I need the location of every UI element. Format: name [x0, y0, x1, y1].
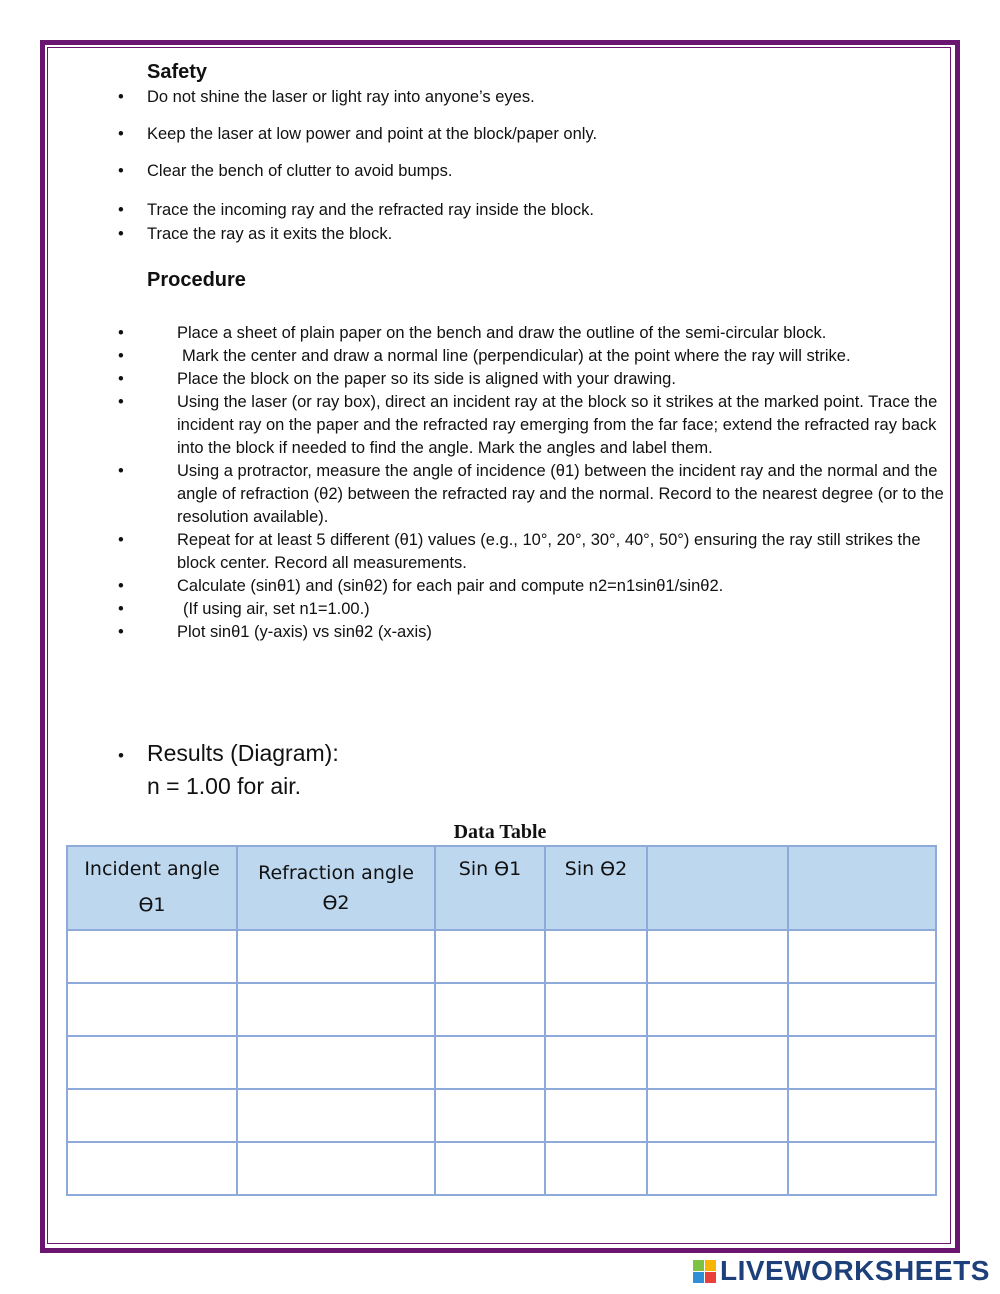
answer-input[interactable] — [789, 984, 935, 1035]
table-row — [67, 983, 936, 1036]
safety-item-text: Trace the incoming ray and the refracted ray inside the block. — [147, 201, 594, 219]
answer-input[interactable] — [68, 931, 236, 982]
table-cell — [788, 1036, 936, 1089]
answer-input[interactable] — [436, 931, 544, 982]
answer-input[interactable] — [238, 1090, 434, 1141]
results-heading: Results (Diagram): — [147, 740, 339, 766]
safety-item-text: Keep the laser at low power and point at the block/paper only. — [147, 125, 598, 143]
safety-item-text: Clear the bench of clutter to avoid bumps. — [147, 162, 453, 180]
procedure-step: • Repeat for at least 5 different (θ1) values (e.g., 10°, 20°, 30°, 40°, 50°) ensuring the ray still strikes the block center. Record all measurements. — [118, 529, 948, 575]
table-header-row — [67, 846, 936, 930]
answer-input[interactable] — [648, 931, 787, 982]
header-text: Sin ϴ1 — [458, 858, 522, 880]
safety-item-text: Do not shine the laser or light ray into anyone’s eyes. — [147, 88, 535, 106]
table-cell — [435, 983, 545, 1036]
table-cell — [545, 1142, 647, 1195]
safety-heading: Safety — [147, 61, 208, 83]
table-row — [67, 1036, 936, 1089]
header-sin-theta1 — [435, 846, 545, 930]
table-cell — [647, 1089, 788, 1142]
answer-input[interactable] — [546, 1090, 646, 1141]
table-cell — [435, 1089, 545, 1142]
header-text: Refraction angle — [258, 862, 414, 884]
answer-input[interactable] — [68, 1143, 236, 1194]
table-cell — [545, 983, 647, 1036]
answer-input[interactable] — [546, 1143, 646, 1194]
step-text: Place the block on the paper so its side is aligned with your drawing. — [177, 370, 676, 388]
header-text: Incident angle — [84, 858, 220, 880]
header-symbol: ϴ2 — [322, 892, 350, 914]
procedure-step: • Place a sheet of plain paper on the bench and draw the outline of the semi-circular block. — [118, 322, 948, 345]
answer-input[interactable] — [238, 1037, 434, 1088]
answer-input[interactable] — [68, 1090, 236, 1141]
table-cell — [788, 983, 936, 1036]
procedure-step: • Place the block on the paper so its side is aligned with your drawing. — [118, 368, 948, 391]
safety-item: • Keep the laser at low power and point at the block/paper only. — [118, 125, 598, 143]
safety-item: • Trace the ray as it exits the block. — [118, 225, 393, 243]
step-text: Mark the center and draw a normal line (perpendicular) at the point where the ray will strike. — [182, 347, 851, 365]
answer-input[interactable] — [238, 984, 434, 1035]
table-row — [67, 930, 936, 983]
data-table — [66, 845, 937, 1196]
header-text: Sin ϴ2 — [564, 858, 628, 880]
answer-input[interactable] — [789, 1090, 935, 1141]
table-cell — [788, 1142, 936, 1195]
table-cell — [67, 1089, 237, 1142]
logo-text: LIVEWORKSHEETS — [720, 1255, 990, 1286]
answer-input[interactable] — [648, 1037, 787, 1088]
logo-tiles-icon — [693, 1260, 716, 1283]
table-cell — [237, 983, 435, 1036]
step-text: Calculate (sinθ1) and (sinθ2) for each pair and compute n2=n1sinθ1/sinθ2. — [177, 577, 724, 595]
answer-input[interactable] — [648, 984, 787, 1035]
procedure-step: • Mark the center and draw a normal line (perpendicular) at the point where the ray will strike. — [118, 345, 948, 368]
table-cell — [545, 1089, 647, 1142]
table-cell — [647, 930, 788, 983]
table-cell — [788, 1089, 936, 1142]
answer-input[interactable] — [436, 984, 544, 1035]
table-row — [67, 1142, 936, 1195]
table-cell — [237, 1142, 435, 1195]
table-caption: Data Table — [453, 821, 547, 843]
header-incident-angle — [67, 846, 237, 930]
answer-input[interactable] — [648, 1143, 787, 1194]
table-cell — [67, 1142, 237, 1195]
table-cell — [647, 983, 788, 1036]
header-symbol: ϴ1 — [138, 894, 166, 916]
table-cell — [237, 1036, 435, 1089]
safety-item: • Trace the incoming ray and the refracted ray inside the block. — [118, 201, 594, 219]
answer-input[interactable] — [436, 1143, 544, 1194]
procedure-step: • Calculate (sinθ1) and (sinθ2) for each pair and compute n2=n1sinθ1/sinθ2. — [118, 575, 948, 598]
header-blank — [647, 846, 788, 930]
table-cell — [545, 1036, 647, 1089]
answer-input[interactable] — [68, 984, 236, 1035]
step-text: Using a protractor, measure the angle of incidence (θ1) between the incident ray and the normal and the angle of refraction (θ2) between the refracted ray and the normal. Record to the nearest degree (or to the resolution available). — [177, 462, 944, 526]
answer-input[interactable] — [68, 1037, 236, 1088]
answer-input[interactable] — [789, 931, 935, 982]
table-cell — [67, 1036, 237, 1089]
table-cell — [435, 1036, 545, 1089]
step-text: Plot sinθ1 (y-axis) vs sinθ2 (x-axis) — [177, 623, 432, 641]
procedure-step: • (If using air, set n1=1.00.) — [118, 598, 948, 621]
header-refraction-angle — [237, 846, 435, 930]
results-section: • Results (Diagram): n = 1.00 for air. — [118, 740, 339, 799]
table-cell — [788, 930, 936, 983]
safety-item: • Clear the bench of clutter to avoid bumps. — [118, 162, 453, 180]
answer-input[interactable] — [238, 931, 434, 982]
step-text: Using the laser (or ray box), direct an incident ray at the block so it strikes at the marked point. Trace the incident ray on the paper and the refracted ray emerging from the far face; extend the refracted ray back into the block if needed to find the angle. Mark the angles and label them. — [177, 393, 938, 457]
procedure-step: • Plot sinθ1 (y-axis) vs sinθ2 (x-axis) — [118, 621, 948, 644]
table-cell — [647, 1142, 788, 1195]
table-cell — [67, 930, 237, 983]
procedure-list — [118, 322, 948, 644]
answer-input[interactable] — [789, 1037, 935, 1088]
table-row — [67, 1089, 936, 1142]
answer-input[interactable] — [648, 1090, 787, 1141]
table-cell — [237, 930, 435, 983]
step-text: (If using air, set n1=1.00.) — [183, 600, 370, 618]
answer-input[interactable] — [238, 1143, 434, 1194]
table-cell — [647, 1036, 788, 1089]
step-text: Place a sheet of plain paper on the bench and draw the outline of the semi-circular block. — [177, 324, 827, 342]
answer-input[interactable] — [436, 1090, 544, 1141]
table-cell — [237, 1089, 435, 1142]
header-sin-theta2 — [545, 846, 647, 930]
table-cell — [67, 983, 237, 1036]
answer-input[interactable] — [789, 1143, 935, 1194]
safety-item: • Do not shine the laser or light ray into anyone’s eyes. — [118, 88, 535, 106]
answer-input[interactable] — [436, 1037, 544, 1088]
table-cell — [435, 1142, 545, 1195]
procedure-heading: Procedure — [147, 269, 246, 291]
safety-item-text: Trace the ray as it exits the block. — [147, 225, 393, 243]
step-text: Repeat for at least 5 different (θ1) values (e.g., 10°, 20°, 30°, 40°, 50°) ensuring the ray still strikes the block center. Record all measurements. — [177, 531, 921, 572]
procedure-step: • Using a protractor, measure the angle of incidence (θ1) between the incident ray and the normal and the angle of refraction (θ2) between the refracted ray and the normal. Record to the nearest degree (or to the resolution available). — [118, 460, 948, 529]
table-cell — [435, 930, 545, 983]
procedure-step: • Using the laser (or ray box), direct an incident ray at the block so it strikes at the marked point. Trace the incident ray on the paper and the refracted ray emerging from the far face; extend the refracted ray back into the block if needed to find the angle. Mark the angles and label them. — [118, 391, 948, 460]
results-note: n = 1.00 for air. — [147, 773, 302, 799]
table-cell — [545, 930, 647, 983]
answer-input[interactable] — [546, 931, 646, 982]
header-blank — [788, 846, 936, 930]
answer-input[interactable] — [546, 1037, 646, 1088]
liveworksheets-logo — [693, 1255, 990, 1287]
answer-input[interactable] — [546, 984, 646, 1035]
